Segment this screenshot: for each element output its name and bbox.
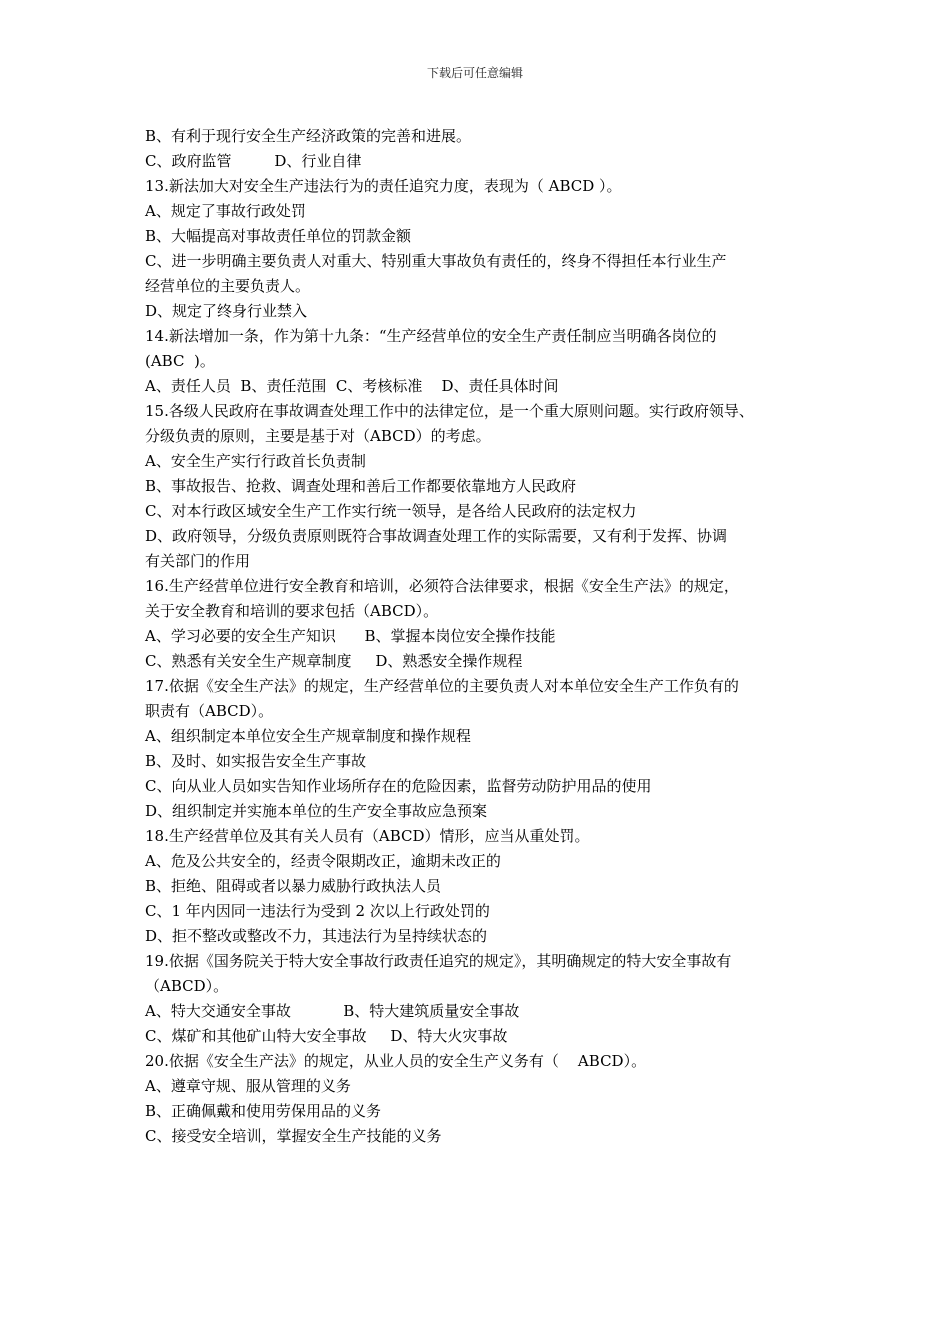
question-18: 18.生产经营单位及其有关人员有（ABCD）情形，应当从重处罚。 xyxy=(145,827,590,845)
question-14-cont: (ABC )。 xyxy=(145,352,215,370)
question-20: 20.依据《安全生产法》的规定，从业人员的安全生产义务有（ ABCD）。 xyxy=(145,1052,647,1070)
option-line: C、1 年内因同一违法行为受到 2 次以上行政处罚的 xyxy=(145,902,490,920)
option-line: C、进一步明确主要负责人对重大、特别重大事故负有责任的，终身不得担任本行业生产 xyxy=(145,252,727,270)
question-16: 16.生产经营单位进行安全教育和培训，必须符合法律要求，根据《安全生产法》的规定， xyxy=(145,577,739,595)
option-line: B、及时、如实报告安全生产事故 xyxy=(145,752,367,770)
question-14: 14.新法增加一条，作为第十九条：“生产经营单位的安全生产责任制应当明确各岗位的 xyxy=(145,327,717,345)
option-line: A、组织制定本单位安全生产规章制度和操作规程 xyxy=(145,727,471,745)
option-line: D、组织制定并实施本单位的生产安全事故应急预案 xyxy=(145,802,488,820)
option-line: A、安全生产实行行政首长负责制 xyxy=(145,452,366,470)
option-line: D、规定了终身行业禁入 xyxy=(145,302,308,320)
question-17-cont: 职责有（ABCD）。 xyxy=(145,702,274,720)
option-line: 有关部门的作用 xyxy=(145,552,251,570)
option-line: A、学习必要的安全生产知识 B、掌握本岗位安全操作技能 xyxy=(145,627,556,645)
question-17: 17.依据《安全生产法》的规定，生产经营单位的主要负责人对本单位安全生产工作负有的 xyxy=(145,677,739,695)
question-13: 13.新法加大对安全生产违法行为的责任追究力度，表现为（ ABCD ）。 xyxy=(145,177,622,195)
question-15: 15.各级人民政府在事故调查处理工作中的法律定位，是一个重大原则问题。实行政府领导、 xyxy=(145,402,754,420)
question-16-cont: 关于安全教育和培训的要求包括（ABCD）。 xyxy=(145,602,439,620)
option-line: C、熟悉有关安全生产规章制度 D、熟悉安全操作规程 xyxy=(145,652,523,670)
question-19-cont: （ABCD）。 xyxy=(145,977,229,995)
document-body xyxy=(145,124,825,1149)
option-line: A、危及公共安全的，经责令限期改正，逾期未改正的 xyxy=(145,852,501,870)
page-header: 下载后可任意编辑 xyxy=(426,66,523,80)
option-line: 经营单位的主要负责人。 xyxy=(145,277,311,295)
option-line: B、拒绝、阻碍或者以暴力威胁行政执法人员 xyxy=(145,877,442,895)
option-line: A、特大交通安全事故 B、特大建筑质量安全事故 xyxy=(145,1002,520,1020)
question-15-cont: 分级负责的原则，主要是基于对（ABCD）的考虑。 xyxy=(145,427,491,445)
option-line: D、政府领导，分级负责原则既符合事故调查处理工作的实际需要，又有利于发挥、协调 xyxy=(145,527,728,545)
option-line: A、责任人员 B、责任范围 C、考核标准 D、责任具体时间 xyxy=(145,377,559,395)
option-line: C、对本行政区域安全生产工作实行统一领导，是各给人民政府的法定权力 xyxy=(145,502,637,520)
question-19: 19.依据《国务院关于特大安全事故行政责任追究的规定》，其明确规定的特大安全事故有 xyxy=(145,952,732,970)
option-line: B、正确佩戴和使用劳保用品的义务 xyxy=(145,1102,382,1120)
option-line: C、向从业人员如实告知作业场所存在的危险因素，监督劳动防护用品的使用 xyxy=(145,777,652,795)
option-line: B、事故报告、抢救、调查处理和善后工作都要依靠地方人民政府 xyxy=(145,477,577,495)
text-line: C、政府监管 D、行业自律 xyxy=(145,152,362,170)
option-line: A、遵章守规、服从管理的义务 xyxy=(145,1077,351,1095)
option-line: D、拒不整改或整改不力，其违法行为呈持续状态的 xyxy=(145,927,488,945)
option-line: C、煤矿和其他矿山特大安全事故 D、特大火灾事故 xyxy=(145,1027,508,1045)
text-line: B、有利于现行安全生产经济政策的完善和进展。 xyxy=(145,127,472,145)
option-line: C、接受安全培训，掌握安全生产技能的义务 xyxy=(145,1127,442,1145)
option-line: A、规定了事故行政处罚 xyxy=(145,202,306,220)
option-line: B、大幅提高对事故责任单位的罚款金额 xyxy=(145,227,412,245)
